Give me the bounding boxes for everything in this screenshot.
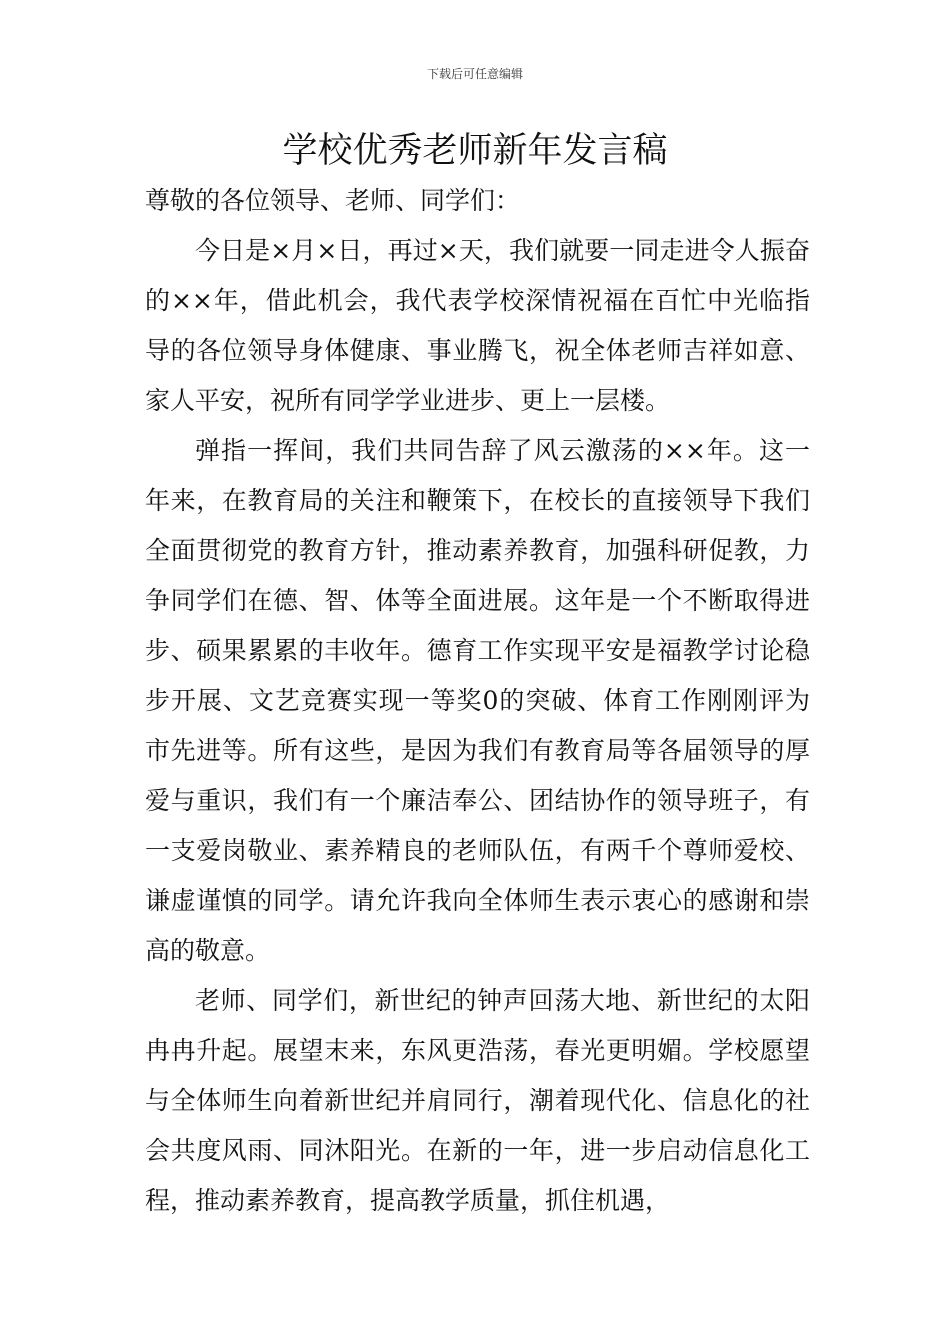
paragraph-3: 老师、同学们，新世纪的钟声回荡大地、新世纪的太阳冉冉升起。展望末来，东风更浩荡，春光更明媚。学校愿望与全体师生向着新世纪并肩同行，潮着现代化、信息化的社会共度风雨、同沐阳光。在新的一年，进一步启动信息化工程，推动素养教育，提高教学质量，抓住机遇， [145, 986, 810, 1215]
document-body [145, 176, 810, 1226]
page-title: 学校优秀老师新年发言稿 [282, 131, 668, 171]
paragraph-2: 弹指一挥间，我们共同告辞了风云激荡的××年。这一年来，在教育局的关注和鞭策下，在校长的直接领导下我们全面贯彻党的教育方针，推动素养教育，加强科研促教，力争同学们在德、智、体等全面进展。这年是一个不断取得进步、硕果累累的丰收年。德育工作实现平安是福教学讨论稳步开展、文艺竞赛实现一等奖0的突破、体育工作刚刚评为市先进等。所有这些，是因为我们有教育局等各届领导的厚爱与重识，我们有一个廉洁奉公、团结协作的领导班子，有一支爱岗敬业、素养精良的老师队伍，有两千个尊师爱校、谦虚谨慎的同学。请允许我向全体师生表示衷心的感谢和崇高的敬意。 [145, 436, 810, 965]
header-note: 下载后可任意编辑 [426, 67, 523, 81]
salutation: 尊敬的各位领导、老师、同学们： [145, 186, 521, 215]
paragraph-1: 今日是×月×日，再过×天，我们就要一同走进令人振奋的××年，借此机会，我代表学校深情祝福在百忙中光临指导的各位领导身体健康、事业腾飞，祝全体老师吉祥如意、家人平安，祝所有同学学业进步、更上一层楼。 [145, 236, 810, 415]
